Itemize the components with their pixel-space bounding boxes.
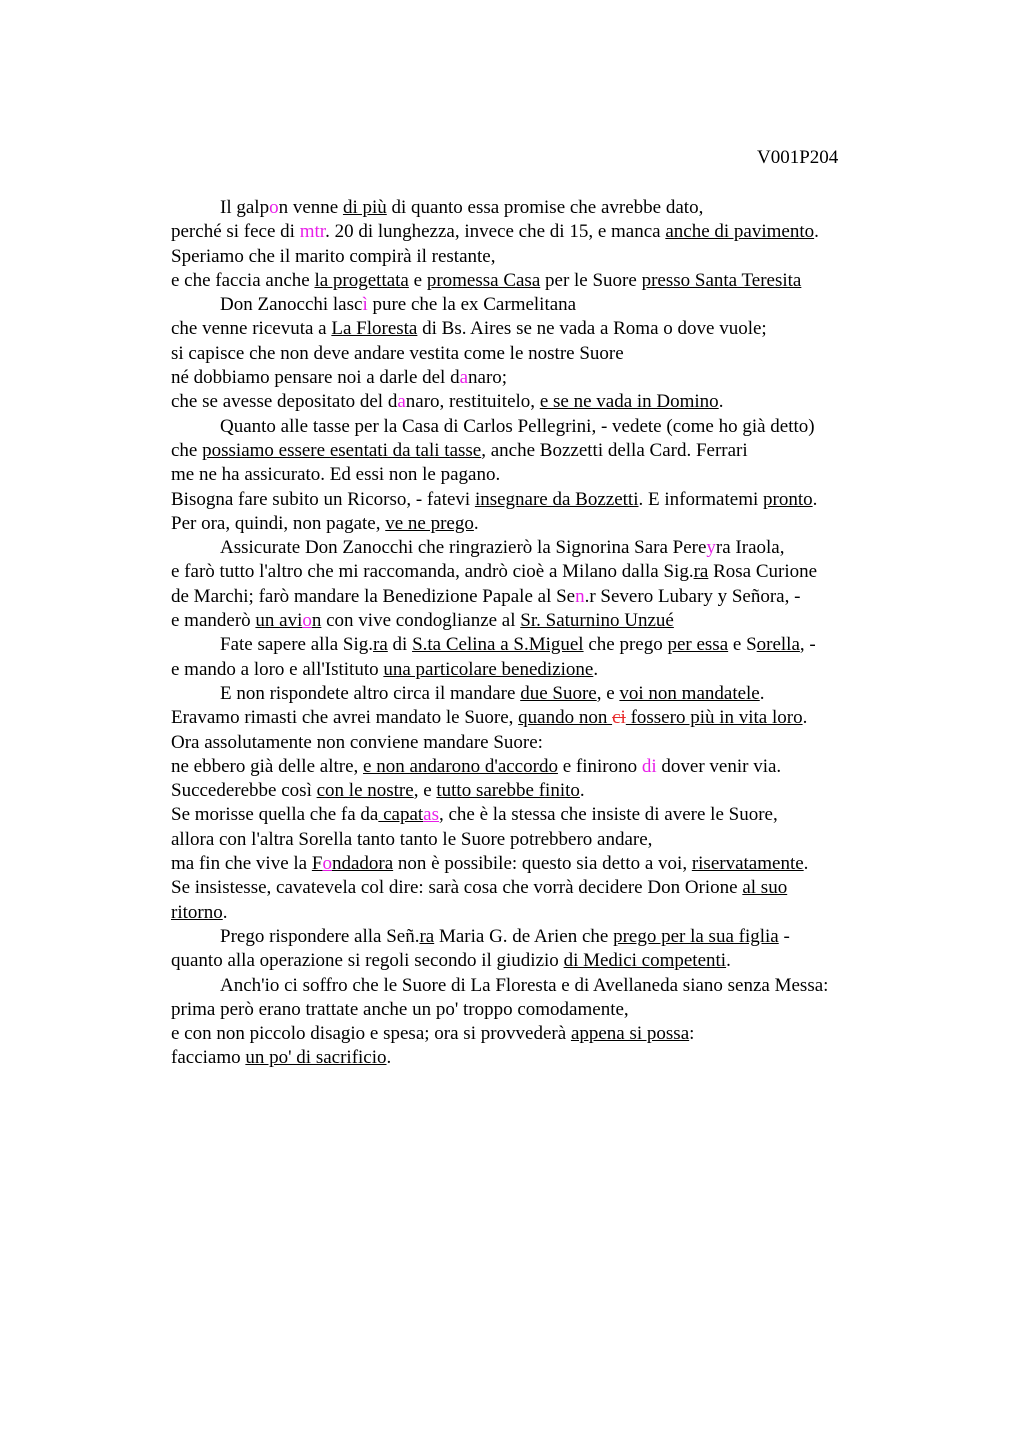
underlined-text: un avi xyxy=(255,610,303,632)
underlined-text: con le nostre xyxy=(316,780,414,802)
underlined-text: ra xyxy=(373,634,388,656)
text-segment: facciamo xyxy=(171,1047,246,1069)
underlined-text: voi non mandatele xyxy=(619,682,760,704)
text-segment: e xyxy=(408,269,427,291)
text-segment: allora con l'altra Sorella tanto tanto le Suore potrebbero andare, xyxy=(171,828,653,850)
text-segment: , anche Bozzetti della Card. Ferrari xyxy=(481,439,748,461)
text-line xyxy=(171,196,1011,220)
text-segment: . xyxy=(222,901,228,923)
text-segment: Succederebbe così xyxy=(171,780,317,802)
text-segment: . xyxy=(802,707,808,729)
text-segment: Assicurate Don Zanocchi che ringrazierò la Signorina Sara Pere xyxy=(220,537,707,559)
text-segment: Maria G. de Arien che xyxy=(434,925,614,947)
underlined-text: anche di pavimento xyxy=(665,221,815,243)
underlined-text: capat xyxy=(378,804,424,826)
correction-mark: mtr xyxy=(299,221,326,243)
text-segment: . xyxy=(803,853,809,875)
text-line xyxy=(171,755,1011,779)
text-segment: Prego rispondere alla Señ. xyxy=(220,925,420,947)
text-line xyxy=(171,220,1011,244)
page-identifier: V001P204 xyxy=(757,147,839,168)
text-segment: Bisogna fare subito un Ricorso, - fatevi xyxy=(171,488,475,510)
text-segment: e manderò xyxy=(171,610,256,632)
text-line xyxy=(171,828,1011,852)
text-line xyxy=(171,779,1011,803)
text-segment: e mando a loro e all'Istituto xyxy=(171,658,384,680)
text-segment: - xyxy=(778,925,790,947)
text-line xyxy=(171,439,1011,463)
text-segment: , che è la stessa che insiste di avere le Suore, xyxy=(439,804,778,826)
text-line xyxy=(171,658,1011,682)
underlined-text: ra xyxy=(693,561,709,583)
underlined-text: appena si possa xyxy=(570,1023,690,1045)
text-segment: Per ora, quindi, non pagate, xyxy=(171,512,386,534)
text-line xyxy=(171,415,1011,439)
text-line xyxy=(171,949,1011,973)
text-line xyxy=(171,706,1011,730)
text-line xyxy=(171,585,1011,609)
underlined-text: insegnare da Bozzetti xyxy=(474,488,639,510)
underlined-text: riservatamente xyxy=(691,853,804,875)
text-line xyxy=(171,293,1011,317)
text-segment: Il galp xyxy=(220,197,270,218)
correction-mark: o xyxy=(269,197,279,218)
text-segment: me ne ha assicurato. Ed essi non le pagano. xyxy=(171,464,501,486)
text-segment: Quanto alle tasse per la Casa di Carlos Pellegrini, - vedete (come ho già detto) xyxy=(220,415,815,437)
text-segment: e S xyxy=(728,634,757,656)
text-segment: con vive condoglianze al xyxy=(321,610,521,632)
text-segment: che prego xyxy=(583,634,668,656)
underlined-text: ra xyxy=(419,925,435,947)
text-segment: naro, restituitelo, xyxy=(405,391,540,413)
text-segment: , - xyxy=(799,634,816,656)
text-line xyxy=(171,803,1011,827)
underlined-text: F xyxy=(311,853,323,875)
text-segment: di quanto essa promise che avrebbe dato, xyxy=(386,197,704,218)
text-line xyxy=(171,269,1011,293)
text-line xyxy=(171,998,1011,1022)
text-line xyxy=(171,925,1011,949)
text-segment: . xyxy=(718,391,724,413)
underlined-text: tutto sarebbe finito xyxy=(436,780,580,802)
text-segment: di xyxy=(387,634,413,656)
underlined-text: fossero più in vita loro xyxy=(625,707,803,729)
text-line xyxy=(171,366,1011,390)
underlined-text: una particolare benedizione xyxy=(383,658,594,680)
text-segment: Don Zanocchi lasc xyxy=(220,294,363,316)
underlined-text: ve ne prego xyxy=(385,512,474,534)
text-segment: Anch'io ci soffro che le Suore di La Floresta e di Avellaneda siano senza Messa: xyxy=(220,974,829,996)
text-segment: . xyxy=(579,780,585,802)
text-segment: naro; xyxy=(468,367,508,389)
underlined-text: possiamo essere esentati da tali tasse xyxy=(202,439,482,461)
underlined-text: e non andarono d'accordo xyxy=(363,755,558,777)
text-line xyxy=(171,317,1011,341)
text-segment: , e xyxy=(413,780,437,802)
letter-body xyxy=(171,196,1011,1071)
text-segment: . 20 di lunghezza, invece che di 15, e manca xyxy=(325,221,666,243)
underlined-text: un po' di sacrificio xyxy=(245,1047,387,1069)
text-segment: pure che la ex Carmelitana xyxy=(367,294,577,316)
underlined-text: la progettata xyxy=(314,269,409,291)
underlined-text: al suo xyxy=(742,877,788,899)
text-segment: de Marchi; farò mandare la Benedizione Papale al Se xyxy=(171,585,576,607)
text-segment: , e xyxy=(596,682,620,704)
text-segment: Rosa Curione xyxy=(708,561,818,583)
correction-mark: ì xyxy=(362,294,368,316)
correction-mark: as xyxy=(423,804,439,826)
text-line xyxy=(171,876,1011,900)
struck-text: ci xyxy=(612,707,626,729)
text-line xyxy=(171,852,1011,876)
correction-mark: n xyxy=(575,585,585,607)
underlined-text: ritorno xyxy=(171,901,223,923)
text-segment: n venne xyxy=(278,197,343,218)
text-segment: . xyxy=(726,950,731,972)
underlined-text: n xyxy=(311,610,322,632)
text-segment: che venne ricevuta a xyxy=(171,318,332,340)
underlined-text: orella xyxy=(756,634,800,656)
text-segment: che xyxy=(171,439,203,461)
text-segment: Fate sapere alla Sig. xyxy=(220,634,374,656)
text-segment: per le Suore xyxy=(540,269,642,291)
text-segment: e farò tutto l'altro che mi raccomanda, andrò cioè a Milano dalla Sig. xyxy=(171,561,694,583)
text-segment: né dobbiamo pensare noi a darle del d xyxy=(171,367,460,389)
text-segment: che se avesse depositato del d xyxy=(171,391,398,413)
text-segment: Speriamo che il marito compirà il restante, xyxy=(171,245,496,267)
underlined-text: per essa xyxy=(667,634,729,656)
text-segment: ra Iraola, xyxy=(715,537,785,559)
underlined-text: presso Santa Teresita xyxy=(641,269,802,291)
correction-mark: y xyxy=(706,537,716,559)
correction-mark: a xyxy=(459,367,469,389)
text-segment: . xyxy=(593,658,599,680)
text-segment: e che faccia anche xyxy=(171,269,315,291)
text-segment: Eravamo rimasti che avrei mandato le Suore, xyxy=(171,707,519,729)
text-segment: . xyxy=(814,221,819,243)
text-line xyxy=(171,390,1011,414)
text-line xyxy=(171,463,1011,487)
text-segment: si capisce che non deve andare vestita come le nostre Suore xyxy=(171,342,624,364)
text-segment: Se insistesse, cavatevela col dire: sarà cosa che vorrà decidere Don Orione xyxy=(171,877,743,899)
underlined-text: due Suore xyxy=(520,682,597,704)
text-line xyxy=(171,731,1011,755)
text-line xyxy=(171,245,1011,269)
text-segment: E non rispondete altro circa il mandare xyxy=(220,682,521,704)
text-segment: . E informatemi xyxy=(638,488,764,510)
text-segment: prima però erano trattate anche un po' troppo comodamente, xyxy=(171,998,629,1020)
text-segment: Ora assolutamente non conviene mandare Suore: xyxy=(171,731,543,753)
text-line xyxy=(171,974,1011,998)
text-segment: ne ebbero già delle altre, xyxy=(171,755,364,777)
correction-mark: di xyxy=(641,755,657,777)
underlined-text: di Medici competenti xyxy=(563,950,727,972)
text-line xyxy=(171,512,1011,536)
text-segment: : xyxy=(689,1023,695,1045)
text-line xyxy=(171,1046,1011,1070)
text-line xyxy=(171,609,1011,633)
text-line xyxy=(171,682,1011,706)
text-line xyxy=(171,633,1011,657)
correction-mark: a xyxy=(397,391,406,413)
underlined-text: S.ta Celina a S.Miguel xyxy=(412,634,584,656)
text-segment: . xyxy=(812,488,818,510)
underlined-text: ndadora xyxy=(331,853,394,875)
text-line xyxy=(171,342,1011,366)
text-segment: dover venir via. xyxy=(656,755,782,777)
text-segment: e con non piccolo disagio e spesa; ora si provvederà xyxy=(171,1023,571,1045)
text-segment: . xyxy=(759,682,765,704)
text-segment: quanto alla operazione si regoli secondo il giudizio xyxy=(171,950,564,972)
underlined-text: prego per la sua figlia xyxy=(613,925,779,947)
text-segment: non è possibile: questo sia detto a voi, xyxy=(393,853,692,875)
correction-mark: o xyxy=(322,853,332,875)
text-segment: perché si fece di xyxy=(171,221,300,243)
text-segment: e finirono xyxy=(557,755,642,777)
underlined-text: pronto xyxy=(763,488,813,510)
text-segment: di Bs. Aires se ne vada a Roma o dove vuole; xyxy=(417,318,767,340)
underlined-text: di più xyxy=(342,197,387,218)
text-segment: .r Severo Lubary y Señora, - xyxy=(584,585,801,607)
underlined-text: promessa Casa xyxy=(426,269,541,291)
underlined-text: e se ne vada in Domino xyxy=(539,391,719,413)
text-segment: . xyxy=(473,512,479,534)
text-line xyxy=(171,536,1011,560)
correction-mark: o xyxy=(302,610,312,632)
text-line xyxy=(171,1022,1011,1046)
text-line xyxy=(171,488,1011,512)
text-segment: Se morisse quella che fa da xyxy=(171,804,379,826)
text-segment: . xyxy=(386,1047,392,1069)
text-line xyxy=(171,560,1011,584)
underlined-text: La Floresta xyxy=(331,318,418,340)
underlined-text: Sr. Saturnino Unzué xyxy=(520,610,674,632)
underlined-text: quando non xyxy=(518,707,613,729)
text-segment: ma fin che vive la xyxy=(171,853,312,875)
text-line xyxy=(171,901,1011,925)
